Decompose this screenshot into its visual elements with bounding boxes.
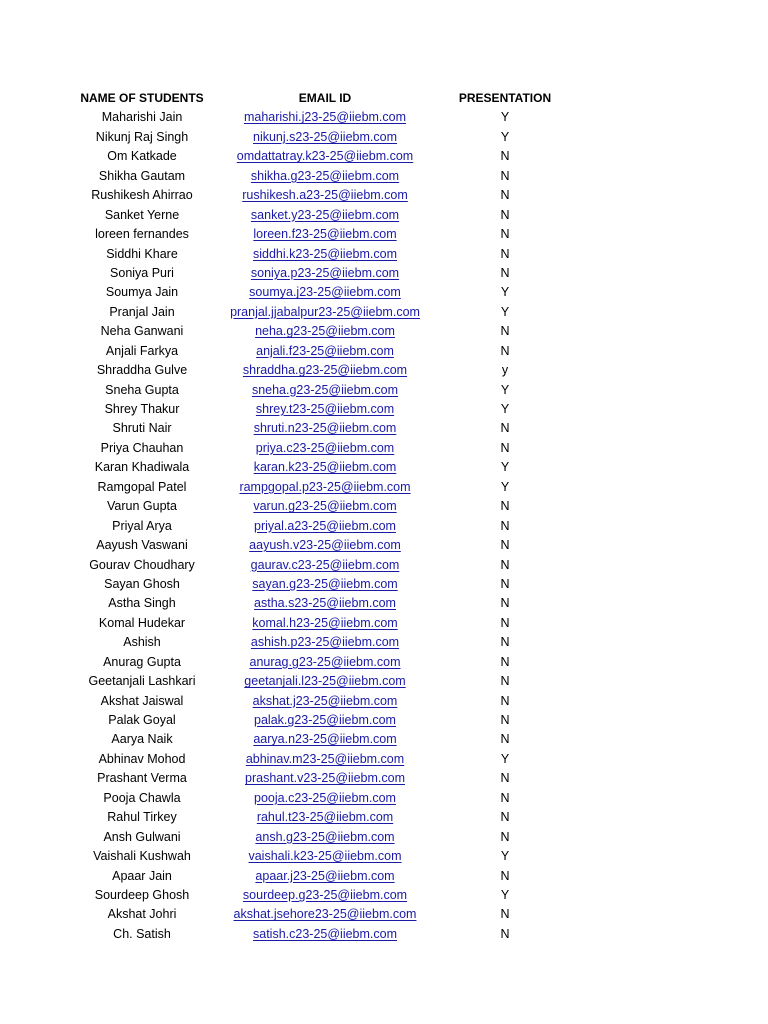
table-row	[0, 245, 768, 264]
student-email-link[interactable]: shrey.t23-25@iiebm.com	[255, 402, 395, 416]
student-name: Palak Goyal	[108, 713, 176, 727]
header-presentation: PRESENTATION	[458, 91, 552, 105]
table-row	[0, 711, 768, 730]
student-name: Shruti Nair	[112, 421, 172, 436]
student-email-link[interactable]: sayan.g23-25@iiebm.com	[252, 576, 398, 591]
student-email-link[interactable]: vaishali.k23-25@iiebm.com	[248, 849, 402, 864]
presentation-status: N	[500, 654, 510, 669]
table-row	[0, 750, 768, 769]
student-email-link[interactable]: omdattatray.k23-25@iiebm.com	[236, 149, 414, 164]
presentation-status: Y	[500, 110, 510, 125]
student-name: Priyal Arya	[112, 518, 172, 533]
student-name: Sayan Ghosh	[104, 576, 180, 591]
presentation-status: N	[500, 440, 510, 455]
student-name: Prashant Verma	[97, 771, 187, 786]
presentation-status: N	[500, 771, 510, 786]
presentation-status: Y	[500, 887, 510, 902]
table-row	[0, 575, 768, 594]
student-email-link[interactable]: pranjal.jjabalpur23-25@iiebm.com	[230, 304, 420, 319]
table-row	[0, 672, 768, 691]
student-email-link[interactable]: astha.s23-25@iiebm.com	[254, 596, 396, 611]
table-row	[0, 692, 768, 711]
student-email-link[interactable]: palak.g23-25@iiebm.com	[254, 713, 396, 727]
student-name: Soniya Puri	[110, 265, 174, 280]
student-email-link[interactable]: rushikesh.a23-25@iiebm.com	[242, 188, 408, 203]
table-row	[0, 828, 768, 847]
student-name: Siddhi Khare	[106, 246, 178, 261]
student-email-link[interactable]: pooja.c23-25@iiebm.com	[254, 790, 396, 805]
presentation-status: N	[500, 810, 510, 825]
table-header-row	[0, 89, 768, 108]
student-email-link[interactable]: anurag.g23-25@iiebm.com	[249, 654, 401, 669]
student-email-link[interactable]: geetanjali.l23-25@iiebm.com	[244, 674, 406, 689]
presentation-status: Y	[500, 382, 510, 397]
student-email-link[interactable]: komal.h23-25@iiebm.com	[252, 615, 398, 630]
header-email-id: EMAIL ID	[298, 91, 352, 105]
table-row	[0, 925, 768, 944]
presentation-status: Y	[500, 751, 510, 766]
table-row	[0, 847, 768, 866]
student-name: Shikha Gautam	[98, 168, 186, 183]
table-row	[0, 108, 768, 127]
presentation-status: N	[500, 615, 510, 630]
student-name: Komal Hudekar	[98, 615, 186, 630]
table-row	[0, 206, 768, 225]
student-name: Pooja Chawla	[103, 790, 181, 805]
table-row	[0, 186, 768, 205]
presentation-status: N	[500, 868, 510, 883]
presentation-status: Y	[500, 849, 510, 864]
student-email-link[interactable]: aarya.n23-25@iiebm.com	[253, 732, 397, 747]
table-row	[0, 342, 768, 361]
presentation-status: Y	[500, 304, 510, 319]
student-email-link[interactable]: shruti.n23-25@iiebm.com	[253, 421, 397, 436]
presentation-status: N	[500, 693, 510, 708]
student-email-link[interactable]: varun.g23-25@iiebm.com	[253, 499, 397, 514]
table-row	[0, 128, 768, 147]
presentation-status: N	[500, 557, 510, 572]
table-row	[0, 478, 768, 497]
student-email-link[interactable]: ansh.g23-25@iiebm.com	[255, 829, 395, 844]
table-row	[0, 283, 768, 302]
student-email-link[interactable]: karan.k23-25@iiebm.com	[253, 460, 397, 475]
table-row	[0, 439, 768, 458]
header-name-of-students: NAME OF STUDENTS	[80, 91, 204, 105]
student-email-link[interactable]: satish.c23-25@iiebm.com	[253, 926, 397, 941]
student-email-link[interactable]: gaurav.c23-25@iiebm.com	[250, 557, 400, 572]
student-name: Varun Gupta	[107, 499, 177, 514]
table-row	[0, 497, 768, 516]
presentation-status: N	[500, 246, 510, 261]
table-row	[0, 633, 768, 652]
student-email-link[interactable]: loreen.f23-25@iiebm.com	[253, 227, 397, 242]
presentation-status: N	[500, 732, 510, 747]
student-name: Ramgopal Patel	[97, 479, 187, 494]
student-email-link[interactable]: abhinav.m23-25@iiebm.com	[245, 751, 405, 766]
student-name: Pranjal Jain	[109, 304, 175, 319]
table-row	[0, 730, 768, 749]
student-email-link[interactable]: priya.c23-25@iiebm.com	[255, 440, 395, 455]
student-name: Sanket Yerne	[104, 207, 180, 222]
table-body	[0, 108, 768, 944]
table-row	[0, 458, 768, 477]
student-email-link[interactable]: akshat.jsehore23-25@iiebm.com	[233, 907, 417, 922]
student-name: Akshat Jaiswal	[100, 693, 184, 708]
student-name: Anjali Farkya	[105, 343, 179, 358]
student-name: Maharishi Jain	[101, 110, 183, 125]
presentation-status: N	[500, 596, 510, 611]
student-table	[0, 89, 768, 944]
table-row	[0, 769, 768, 788]
student-email-link[interactable]: anjali.f23-25@iiebm.com	[256, 343, 394, 358]
student-email-link[interactable]: rahul.t23-25@iiebm.com	[256, 810, 394, 825]
student-email-link[interactable]: sanket.y23-25@iiebm.com	[250, 207, 400, 222]
student-email-link[interactable]: maharishi.j23-25@iiebm.com	[243, 110, 407, 125]
table-row	[0, 322, 768, 341]
table-row	[0, 361, 768, 380]
student-email-link[interactable]: prashant.v23-25@iiebm.com	[245, 771, 405, 786]
presentation-status: N	[500, 324, 510, 339]
presentation-status: y	[501, 363, 509, 378]
student-email-link[interactable]: aayush.v23-25@iiebm.com	[249, 538, 401, 553]
presentation-status: Y	[500, 129, 510, 144]
student-name: Geetanjali Lashkari	[88, 674, 196, 689]
table-row	[0, 147, 768, 166]
student-name: Astha Singh	[108, 596, 176, 611]
presentation-status: N	[500, 674, 510, 689]
student-email-link[interactable]: shikha.g23-25@iiebm.com	[250, 168, 400, 183]
table-row	[0, 886, 768, 905]
student-email-link[interactable]: shraddha.g23-25@iiebm.com	[242, 363, 408, 378]
presentation-status: N	[500, 907, 510, 922]
student-name: loreen fernandes	[95, 227, 189, 242]
student-name: Apaar Jain	[112, 868, 172, 883]
student-name: Nikunj Raj Singh	[95, 129, 189, 144]
student-name: Rahul Tirkey	[107, 810, 177, 825]
student-name: Vaishali Kushwah	[93, 849, 191, 864]
presentation-status: N	[500, 713, 510, 727]
student-name: Om Katkade	[107, 149, 177, 164]
student-name: Sourdeep Ghosh	[94, 887, 190, 902]
presentation-status: Y	[500, 402, 510, 416]
table-row	[0, 867, 768, 886]
table-row	[0, 789, 768, 808]
student-name: Ashish	[123, 635, 161, 650]
presentation-status: N	[500, 635, 510, 650]
table-row	[0, 225, 768, 244]
table-row	[0, 653, 768, 672]
table-row	[0, 419, 768, 438]
student-name: Ansh Gulwani	[103, 829, 181, 844]
student-name: Karan Khadiwala	[94, 460, 190, 475]
table-row	[0, 381, 768, 400]
student-name: Shrey Thakur	[104, 402, 180, 416]
student-name: Abhinav Mohod	[98, 751, 186, 766]
table-row	[0, 264, 768, 283]
presentation-status: N	[500, 499, 510, 514]
table-row	[0, 905, 768, 924]
student-email-link[interactable]: sourdeep.g23-25@iiebm.com	[242, 887, 408, 902]
student-name: Aayush Vaswani	[96, 538, 188, 553]
presentation-status: N	[500, 227, 510, 242]
student-email-link[interactable]: soumya.j23-25@iiebm.com	[249, 285, 401, 300]
table-row	[0, 808, 768, 827]
table-row	[0, 536, 768, 555]
presentation-status: N	[500, 168, 510, 183]
presentation-status: N	[500, 829, 510, 844]
student-email-link[interactable]: nikunj.s23-25@iiebm.com	[252, 129, 398, 144]
table-row	[0, 400, 768, 419]
student-name: Gourav Choudhary	[89, 557, 195, 572]
student-name: Rushikesh Ahirrao	[91, 188, 193, 203]
presentation-status: N	[500, 421, 510, 436]
student-name: Priya Chauhan	[100, 440, 184, 455]
student-name: Neha Ganwani	[100, 324, 184, 339]
table-row	[0, 167, 768, 186]
student-email-link[interactable]: sneha.g23-25@iiebm.com	[251, 382, 399, 397]
student-name: Shraddha Gulve	[96, 363, 188, 378]
presentation-status: N	[500, 790, 510, 805]
presentation-status: N	[500, 207, 510, 222]
student-email-link[interactable]: apaar.j23-25@iiebm.com	[255, 868, 395, 883]
student-name: Aarya Naik	[111, 732, 173, 747]
student-name: Anurag Gupta	[103, 654, 181, 669]
presentation-status: Y	[500, 479, 510, 494]
student-name: Akshat Johri	[107, 907, 177, 922]
presentation-status: N	[500, 538, 510, 553]
student-name: Ch. Satish	[113, 926, 171, 941]
presentation-status: N	[500, 265, 510, 280]
presentation-status: N	[500, 343, 510, 358]
student-email-link[interactable]: priyal.a23-25@iiebm.com	[254, 518, 396, 533]
presentation-status: N	[500, 926, 510, 941]
student-email-link[interactable]: soniya.p23-25@iiebm.com	[250, 265, 400, 280]
student-email-link[interactable]: ashish.p23-25@iiebm.com	[250, 635, 400, 650]
presentation-status: N	[500, 518, 510, 533]
table-row	[0, 556, 768, 575]
student-email-link[interactable]: akshat.j23-25@iiebm.com	[252, 693, 398, 708]
table-row	[0, 594, 768, 613]
table-row	[0, 303, 768, 322]
presentation-status: N	[500, 149, 510, 164]
presentation-status: N	[500, 188, 510, 203]
student-email-link[interactable]: neha.g23-25@iiebm.com	[255, 324, 395, 339]
student-email-link[interactable]: siddhi.k23-25@iiebm.com	[252, 246, 398, 261]
table-row	[0, 517, 768, 536]
student-name: Sneha Gupta	[105, 382, 179, 397]
presentation-status: N	[500, 576, 510, 591]
student-email-link[interactable]: rampgopal.p23-25@iiebm.com	[239, 479, 411, 494]
presentation-status: Y	[500, 285, 510, 300]
presentation-status: Y	[500, 460, 510, 475]
table-row	[0, 614, 768, 633]
student-name: Soumya Jain	[105, 285, 179, 300]
